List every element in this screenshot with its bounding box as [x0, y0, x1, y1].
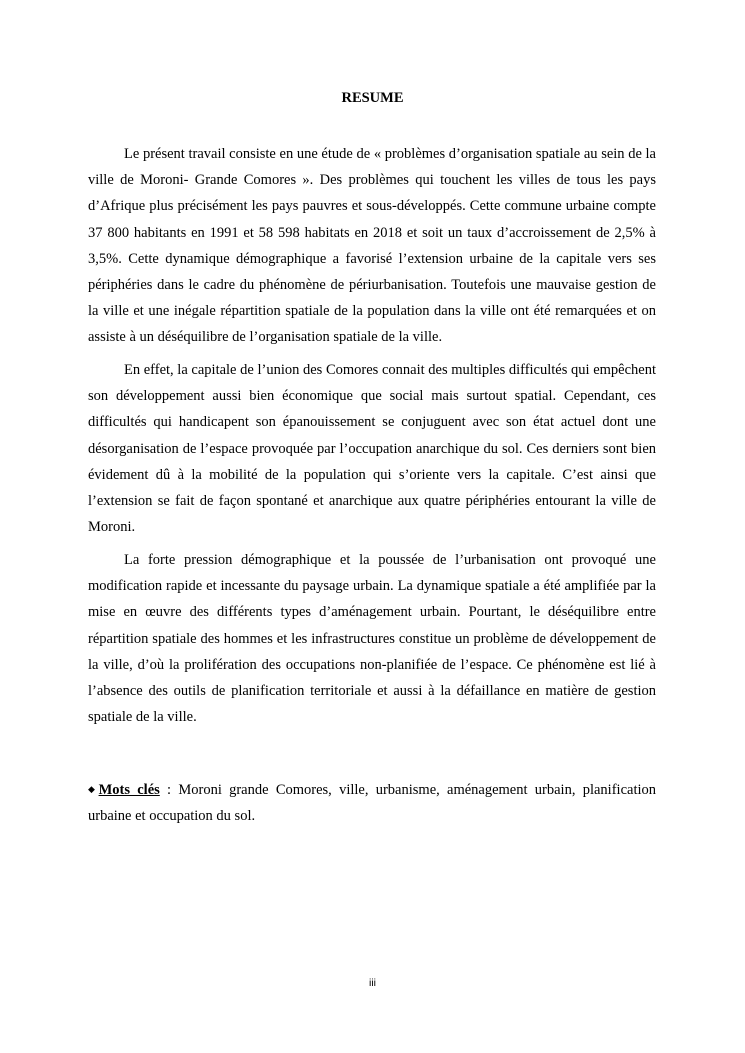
- abstract-paragraph-3: [88, 547, 656, 730]
- keywords-section: [88, 776, 656, 829]
- diamond-bullet-icon: ◆: [88, 784, 99, 794]
- paragraph-text: La forte pression démographique et la poussée de l’urbanisation ont provoqué une modification rapide et incessante du paysage urbain. La dynamique spatiale a été amplifiée par la mise en œuvre des différents types d’aménagement urbain. Pourtant, le déséquilibre entre répartition spatiale des hommes et les infrastructures constitue un problème de développement de la ville, d’où la prolifération des occupations non-planifiée de l’espace. Ce phénomène est lié à l’absence des outils de planification territoriale et aussi à la défaillance en matière de gestion spatiale de la ville.: [88, 552, 656, 726]
- keywords-label: Mots clés: [98, 782, 160, 798]
- paragraph-text: Le présent travail consiste en une étude de « problèmes d’organisation spatiale au sein de la ville de Moroni- Grande Comores ». Des problèmes qui touchent les villes de tous les pays d’Afrique plus précisément les pays pauvres et sous-développés. Cette commune urbaine compte 37 800 habitants en 1991 et 58 598 habitats en 2018 et soit un taux d’accroissement de 2,5% à 3,5%. Cette dynamique démographique a favorisé l’extension urbaine de la capitale vers ses périphéries dans le cadre du phénomène de périurbanisation. Toutefois une mauvaise gestion de la ville et une inégale répartition spatiale de la population dans la ville ont été remarquées et on assiste à un déséquilibre de l’organisation spatiale de la ville.: [88, 146, 656, 346]
- keywords-text: Moroni grande Comores, ville, urbanisme, aménagement urbain, planification urbaine et occupation du sol.: [88, 782, 656, 825]
- page-title: RESUME: [341, 90, 404, 106]
- keywords-separator: :: [159, 782, 179, 798]
- abstract-paragraph-1: [88, 141, 656, 351]
- abstract-paragraph-2: [88, 357, 656, 540]
- page-number: iii: [369, 977, 376, 989]
- paragraph-text: En effet, la capitale de l’union des Comores connait des multiples difficultés qui empêchent son développement aussi bien économique que social mais surtout spatial. Cependant, ces difficultés qui handicapent son épanouissement se conjuguent avec son état actuel dont une désorganisation de l’espace provoquée par l’occupation anarchique du sol. Ces derniers sont bien évidement dû à la mobilité de la population qui s’oriente vers la capitale. C’est ainsi que l’extension se fait de façon spontané et anarchique aux quatre périphéries entourant la ville de Moroni.: [88, 362, 656, 536]
